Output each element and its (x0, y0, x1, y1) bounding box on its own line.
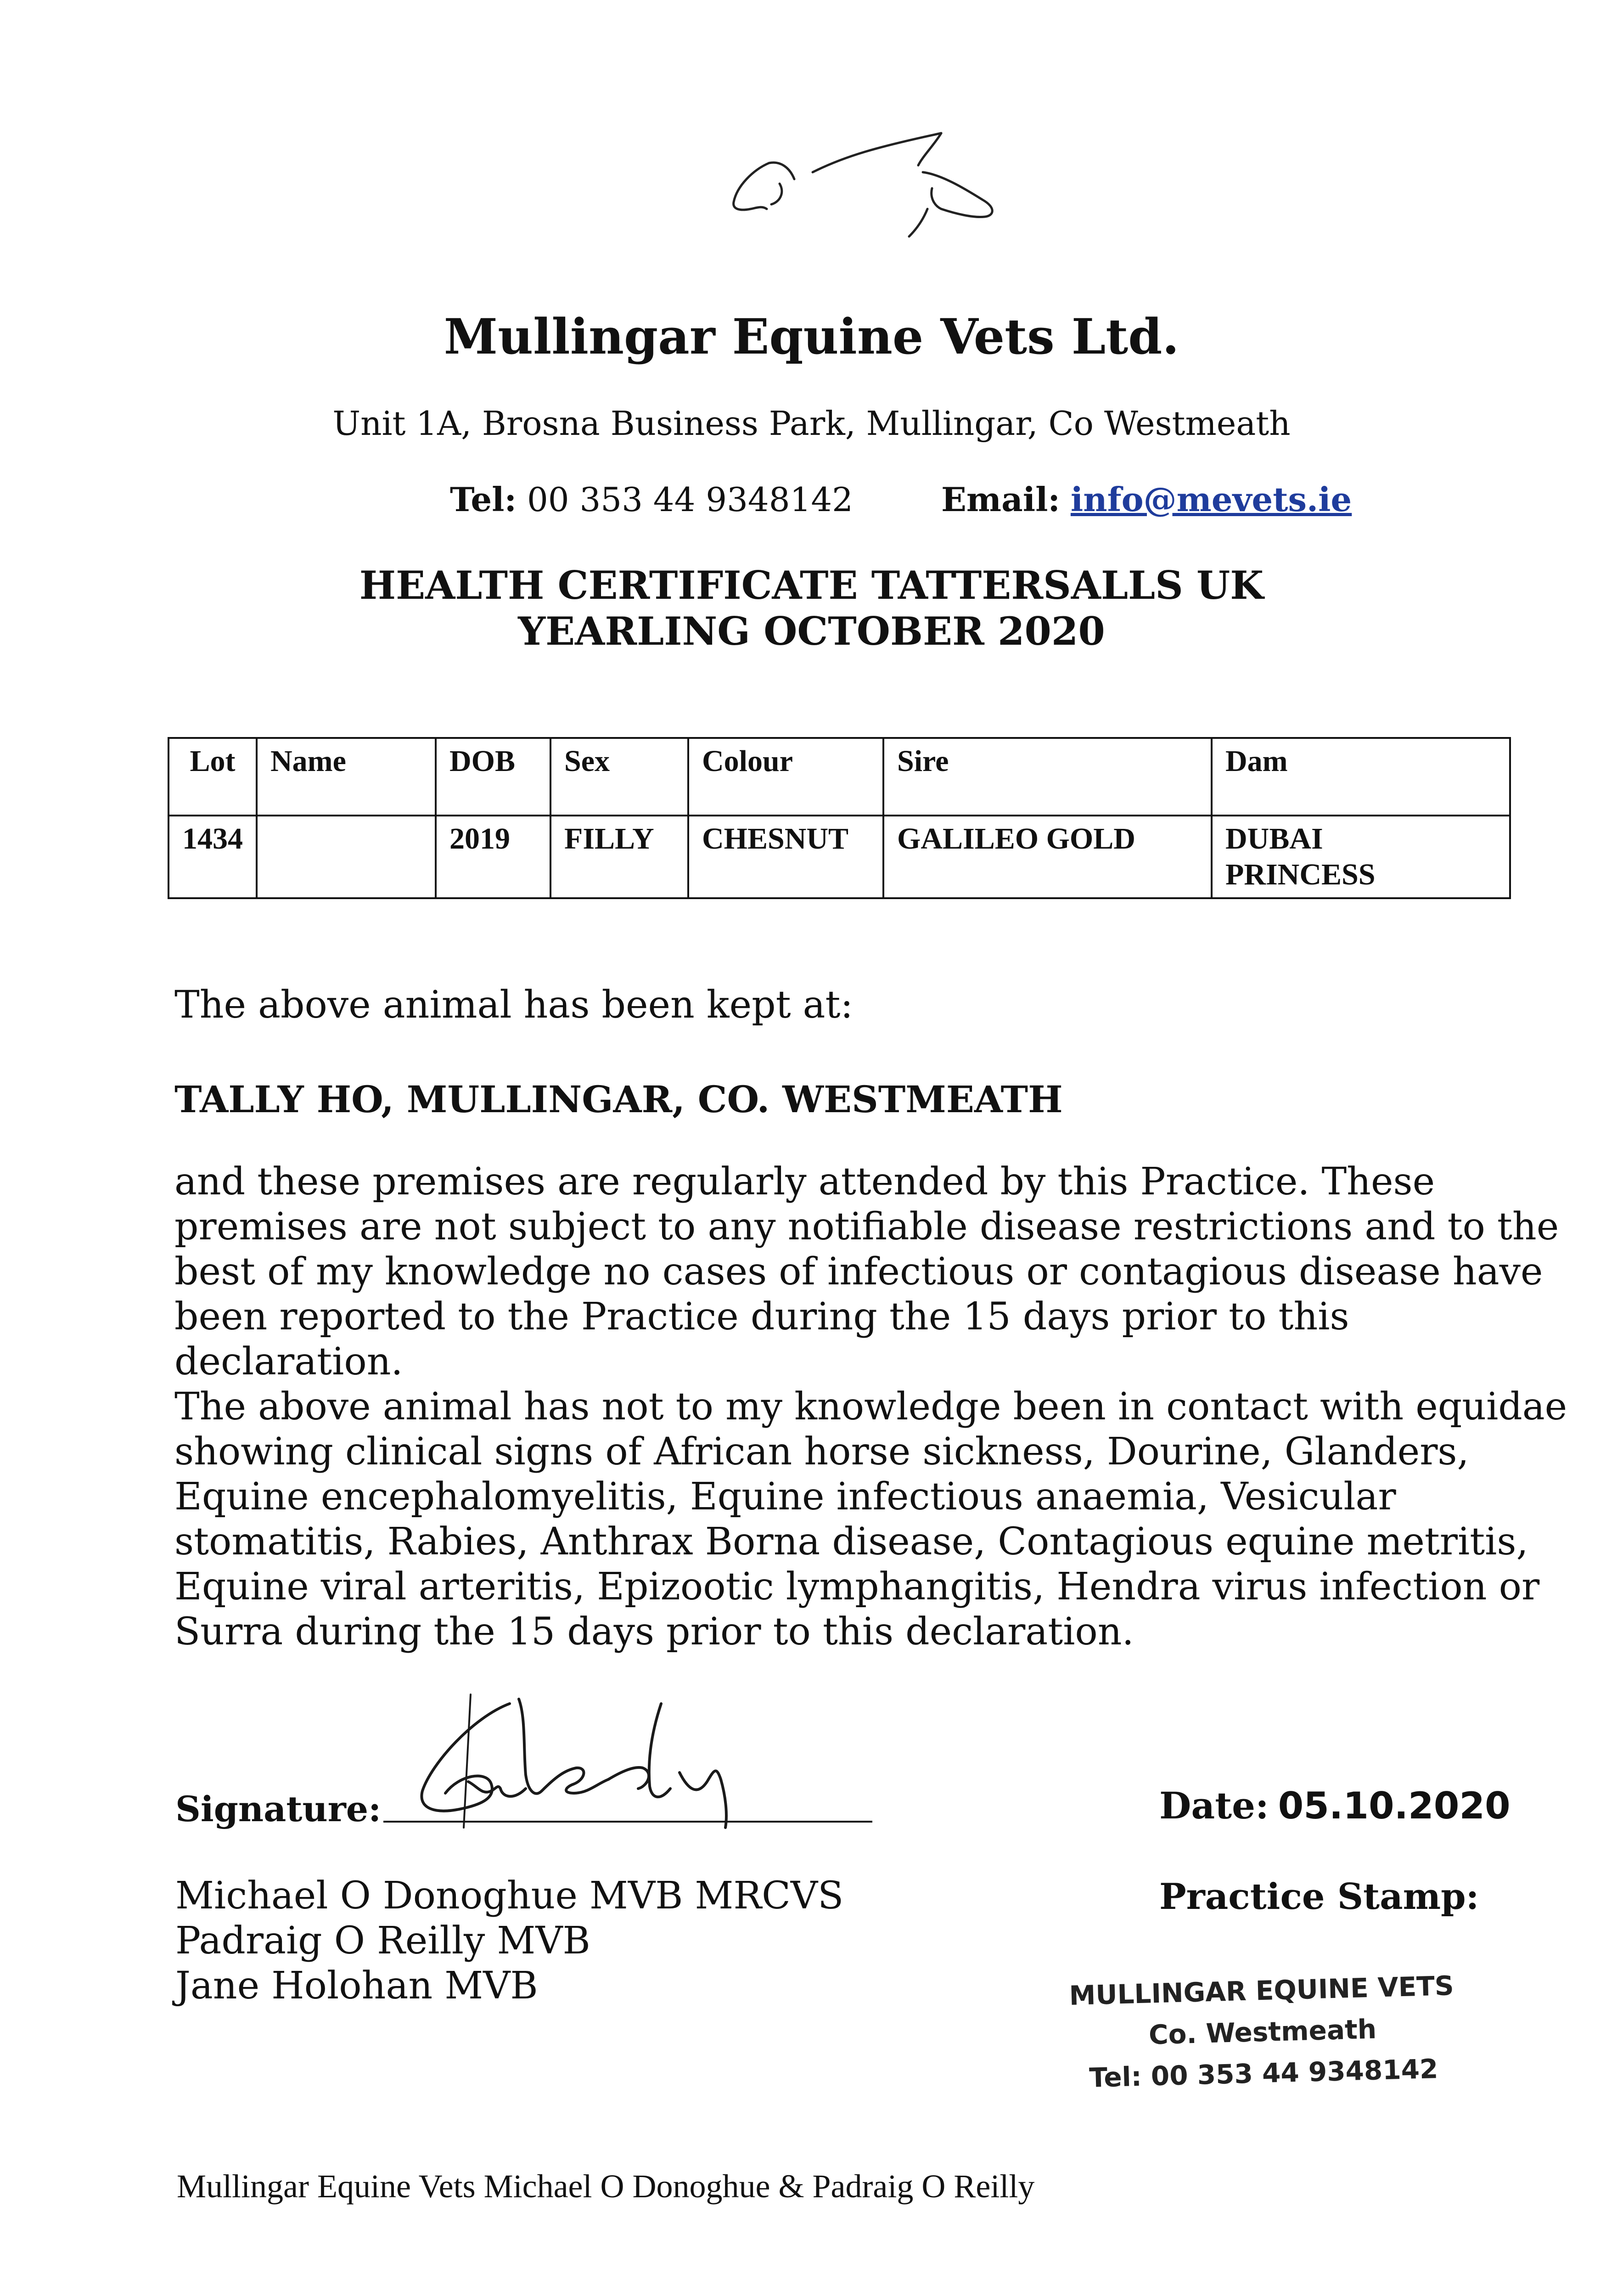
date-value: 05.10.2020 (1278, 1784, 1511, 1827)
column-header-sex: Sex (550, 738, 688, 816)
date-label: Date: (1159, 1784, 1269, 1827)
company-name: Mullingar Equine Vets Ltd. (444, 308, 1179, 365)
company-address: Unit 1A, Brosna Business Park, Mullingar, Co Westmeath (332, 404, 1291, 443)
certificate-title-line-1: HEALTH CERTIFICATE TATTERSALLS UK (359, 563, 1264, 608)
certificate-title (0, 563, 1623, 654)
column-header-name: Name (257, 738, 436, 816)
premises-address: TALLY HO, MULLINGAR, CO. WESTMEATH (174, 1078, 1063, 1121)
stamp-line-2: Co. Westmeath (1148, 2013, 1377, 2051)
tel-label: Tel: (450, 480, 517, 519)
vet-name: Jane Holohan MVB (175, 1964, 538, 2008)
cell-dam-line-1: DUBAI (1225, 822, 1323, 855)
horse-heads-logo-icon (725, 124, 1047, 253)
tel-value: 00 353 44 9348142 (527, 480, 853, 519)
cell-dam (1212, 816, 1510, 898)
horse-details-table (168, 737, 1511, 899)
date-line (1159, 1784, 1511, 1828)
cell-lot: 1434 (168, 816, 257, 898)
vet-name: Michael O Donoghue MVB MRCVS (175, 1874, 844, 1918)
practice-stamp-label: Practice Stamp: (1159, 1876, 1479, 1918)
stamp-line-3: Tel: 00 353 44 9348142 (1089, 2053, 1439, 2093)
telephone-line (450, 480, 853, 519)
disease-contact-declaration-paragraph: The above animal has not to my knowledge been in contact with equidae showing clinical signs of African horse sickness, Dourine, Glanders, Equine encephalomyelitis, Equine infectious anaemia, Vesicular stomatitis, Rabies, Anthrax Borna disease, Contagious equine metritis, Equine viral arteritis, Epizootic lymphangitis, Hendra virus infection or Surra during the 15 days prior to this declaration. (174, 1385, 1567, 1654)
premises-declaration-paragraph: and these premises are regularly attended by this Practice. These premises are not subject to any notifiable disease restrictions and to the best of my knowledge no cases of infectious or contagious disease have been reported to the Practice during the 15 days prior to this declaration. (174, 1160, 1559, 1384)
column-header-lot: Lot (168, 738, 257, 816)
table-row (168, 816, 1510, 898)
cell-sire: GALILEO GOLD (883, 816, 1212, 898)
column-header-dob: DOB (436, 738, 550, 816)
cell-dob: 2019 (436, 816, 550, 898)
column-header-sire: Sire (883, 738, 1212, 816)
kept-at-statement: The above animal has been kept at: (174, 983, 854, 1027)
footer-text: Mullingar Equine Vets Michael O Donoghue & Padraig O Reilly (177, 2168, 1035, 2205)
cell-colour: CHESNUT (688, 816, 883, 898)
email-line (941, 480, 1352, 519)
vet-name: Padraig O Reilly MVB (175, 1919, 590, 1963)
practice-stamp (1055, 1964, 1471, 2099)
cell-name (257, 816, 436, 898)
email-label: Email: (941, 480, 1060, 519)
handwritten-signature-icon (404, 1676, 817, 1851)
signature-label: Signature: (175, 1789, 382, 1829)
column-header-dam: Dam (1212, 738, 1510, 816)
table-header-row (168, 738, 1510, 816)
email-link[interactable]: info@mevets.ie (1070, 480, 1352, 519)
stamp-line-1: MULLINGAR EQUINE VETS (1068, 1970, 1455, 2011)
cell-dam-line-2: PRINCESS (1225, 858, 1376, 891)
cell-sex: FILLY (550, 816, 688, 898)
column-header-colour: Colour (688, 738, 883, 816)
certificate-title-line-2: YEARLING OCTOBER 2020 (518, 608, 1105, 654)
